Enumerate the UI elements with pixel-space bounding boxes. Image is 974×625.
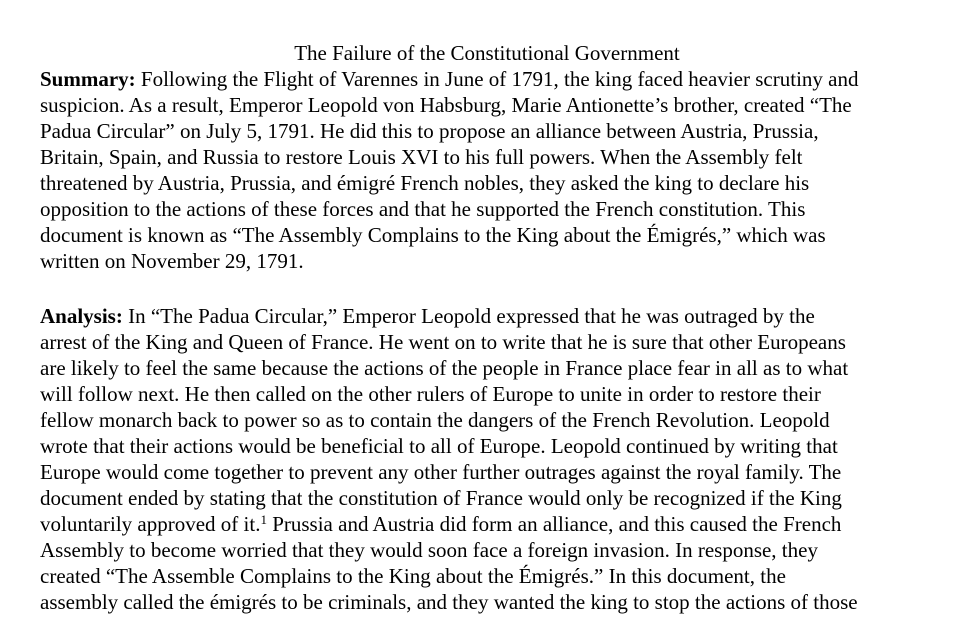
summary-line: document is known as “The Assembly Complains to the King about the Émigrés,” which was — [40, 223, 826, 247]
analysis-text: voluntarily approved of it. — [40, 512, 261, 536]
analysis-line: wrote that their actions would be beneficial to all of Europe. Leopold continued by writing that — [40, 434, 838, 458]
summary-label: Summary: — [40, 67, 136, 91]
summary-text: Following the Flight of Varennes in June of 1791, the king faced heavier scrutiny and — [135, 67, 859, 91]
analysis-line: document ended by stating that the constitution of France would only be recognized if the King — [40, 486, 842, 510]
analysis-line: Assembly to become worried that they would soon face a foreign invasion. In response, they — [40, 538, 818, 562]
summary-line: threatened by Austria, Prussia, and émigré French nobles, they asked the king to declare his — [40, 171, 810, 195]
analysis-line — [40, 303, 815, 329]
analysis-line: assembly called the émigrés to be criminals, and they wanted the king to stop the actions of those — [40, 590, 858, 614]
analysis-line: will follow next. He then called on the other rulers of Europe to unite in order to restore their — [40, 382, 821, 406]
summary-line: written on November 29, 1791. — [40, 249, 304, 273]
analysis-line: arrest of the King and Queen of France. He went on to write that he is sure that other Europeans — [40, 330, 846, 354]
document-title: The Failure of the Constitutional Government — [294, 41, 680, 65]
analysis-line: Europe would come together to prevent any other further outrages against the royal family. The — [40, 460, 842, 484]
analysis-line: created “The Assemble Complains to the King about the Émigrés.” In this document, the — [40, 564, 786, 588]
analysis-line: fellow monarch back to power so as to contain the dangers of the French Revolution. Leopold — [40, 408, 830, 432]
summary-line: opposition to the actions of these forces and that he supported the French constitution. This — [40, 197, 806, 221]
analysis-line — [40, 511, 841, 537]
summary-line: Padua Circular” on July 5, 1791. He did this to propose an alliance between Austria, Prussia, — [40, 119, 819, 143]
footnote-reference[interactable]: 1 — [260, 512, 267, 527]
summary-line: suspicion. As a result, Emperor Leopold von Habsburg, Marie Antionette’s brother, created “The — [40, 93, 852, 117]
analysis-text: In “The Padua Circular,” Emperor Leopold expressed that he was outraged by the — [122, 304, 815, 328]
summary-line — [40, 66, 858, 92]
analysis-label: Analysis: — [40, 304, 123, 328]
summary-line: Britain, Spain, and Russia to restore Louis XVI to his full powers. When the Assembly felt — [40, 145, 803, 169]
analysis-line: are likely to feel the same because the actions of the people in France place fear in all as to what — [40, 356, 849, 380]
analysis-text: Prussia and Austria did form an alliance, and this caused the French — [266, 512, 842, 536]
